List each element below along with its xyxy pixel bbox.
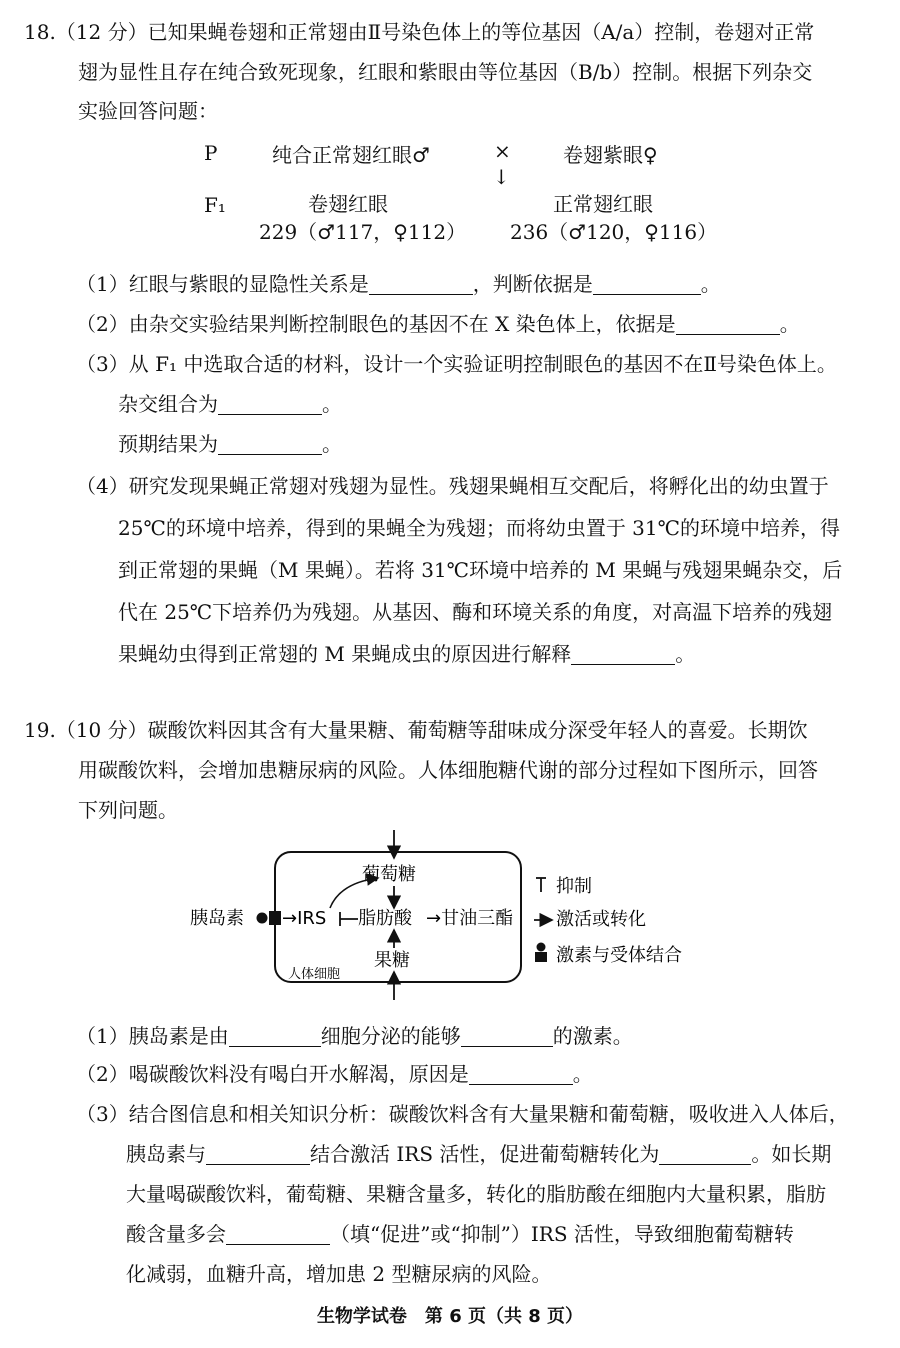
f1-b-phenotype: 正常翅红眼: [553, 192, 653, 216]
irs-label: →IRS: [282, 908, 327, 929]
receptor-icon: [269, 911, 281, 925]
q19-sub3-line-5: 化减弱，血糖升高，增加患 2 型糖尿病的风险。: [126, 1262, 552, 1286]
p-male: 纯合正常翅红眼♂: [272, 143, 430, 167]
answer-blank[interactable]: [226, 1222, 330, 1245]
answer-blank[interactable]: [659, 1142, 751, 1165]
q18-sub4-line-1: （4）研究发现果蝇正常翅对残翅为显性。残翅果蝇相互交配后，将孵化出的幼虫置于: [76, 474, 829, 498]
glucose-label: 葡萄糖: [362, 864, 416, 885]
answer-blank[interactable]: [593, 272, 701, 295]
cross-arrow: ↓: [493, 165, 510, 189]
answer-blank[interactable]: [369, 272, 473, 295]
answer-blank[interactable]: [229, 1024, 321, 1047]
q18-sub3-combo: 杂交组合为 。: [118, 392, 342, 416]
q18-sub3-result: 预期结果为 。: [118, 432, 342, 456]
q18-stem-line-1: 18.（12 分）已知果蝇卷翅和正常翅由Ⅱ号染色体上的等位基因（A/a）控制，卷翅对正常: [24, 20, 815, 44]
q18-sub4-line-5: 果蝇幼虫得到正常翅的 M 果蝇成虫的原因进行解释 。: [118, 642, 696, 666]
fatty-acid-label: 脂肪酸: [358, 908, 412, 929]
q18-sub3: （3）从 F₁ 中选取合适的材料，设计一个实验证明控制眼色的基因不在Ⅱ号染色体上。: [76, 352, 837, 376]
legend-bind: 激素与受体结合: [556, 945, 682, 966]
f1-a-phenotype: 卷翅红眼: [308, 192, 388, 216]
insulin-label: 胰岛素: [190, 908, 244, 929]
q18-stem-line-2: 翅为显性且存在纯合致死现象，红眼和紫眼由等位基因（B/b）控制。根据下列杂交: [78, 60, 813, 84]
q19-stem-line-2: 用碳酸饮料，会增加患糖尿病的风险。人体细胞糖代谢的部分过程如下图所示，回答: [78, 758, 818, 782]
q18-sub1: （1）红眼与紫眼的显隐性关系是 ，判断依据是 。: [76, 272, 721, 296]
q18-sub2: （2）由杂交实验结果判断控制眼色的基因不在 X 染色体上，依据是 。: [76, 312, 800, 336]
q19-stem-line-1: 19.（10 分）碳酸饮料因其含有大量果糖、葡萄糖等甜味成分深受年轻人的喜爱。长期饮: [24, 718, 808, 742]
answer-blank[interactable]: [676, 312, 780, 335]
q19-sub2: （2）喝碳酸饮料没有喝白开水解渴，原因是 。: [76, 1062, 593, 1086]
page-footer: 生物学试卷 第 6 页（共 8 页）: [316, 1306, 584, 1327]
answer-blank[interactable]: [218, 432, 322, 455]
legend-inhibit: 抑制: [556, 876, 592, 897]
q19-sub3-line-3: 大量喝碳酸饮料，葡萄糖、果糖含量多，转化的脂肪酸在细胞内大量积累，脂肪: [126, 1182, 826, 1206]
f1-b-count: 236（♂120，♀116）: [510, 220, 718, 244]
q19-sub3-line-1: （3）结合图信息和相关知识分析：碳酸饮料含有大量果糖和葡萄糖，吸收进入人体后，: [76, 1102, 849, 1126]
answer-blank[interactable]: [461, 1024, 553, 1047]
p-female: 卷翅紫眼♀: [563, 143, 658, 167]
q19-sub3-line-2: 胰岛素与 结合激活 IRS 活性，促进葡萄糖转化为 。如长期: [126, 1142, 832, 1166]
q18-sub4-line-4: 代在 25℃下培养仍为残翅。从基因、酶和环境关系的角度，对高温下培养的残翅: [118, 600, 833, 624]
answer-blank[interactable]: [206, 1142, 310, 1165]
answer-blank[interactable]: [469, 1062, 573, 1085]
bind-legend-icon: [537, 943, 546, 952]
cell-label: 人体细胞: [288, 967, 341, 982]
legend-activate: 激活或转化: [556, 909, 646, 930]
q19-sub1: （1）胰岛素是由 细胞分泌的能够 的激素。: [76, 1024, 633, 1048]
f1-a-count: 229（♂117，♀112）: [259, 220, 467, 244]
q18-stem-line-3: 实验回答问题：: [78, 99, 218, 123]
q18-sub4-line-2: 25℃的环境中培养，得到的果蝇全为残翅；而将幼虫置于 31℃的环境中培养，得: [118, 516, 841, 540]
triglyceride-label: →甘油三酯: [426, 908, 514, 929]
q18-sub4-line-3: 到正常翅的果蝇（M 果蝇）。若将 31℃环境中培养的 M 果蝇与残翅果蝇杂交，后: [118, 558, 843, 582]
f1-label: F₁: [204, 193, 226, 217]
p-label: P: [204, 141, 218, 165]
cross-sign: ×: [494, 139, 511, 163]
answer-blank[interactable]: [218, 392, 322, 415]
q19-stem-line-3: 下列问题。: [78, 798, 178, 822]
metabolism-diagram: [180, 828, 720, 1008]
fructose-label: 果糖: [374, 950, 410, 971]
answer-blank[interactable]: [571, 642, 675, 665]
insulin-molecule-icon: [257, 913, 268, 924]
q19-sub3-line-4: 酸含量多会 （填“促进”或“抑制”）IRS 活性，导致细胞葡萄糖转: [126, 1222, 794, 1246]
